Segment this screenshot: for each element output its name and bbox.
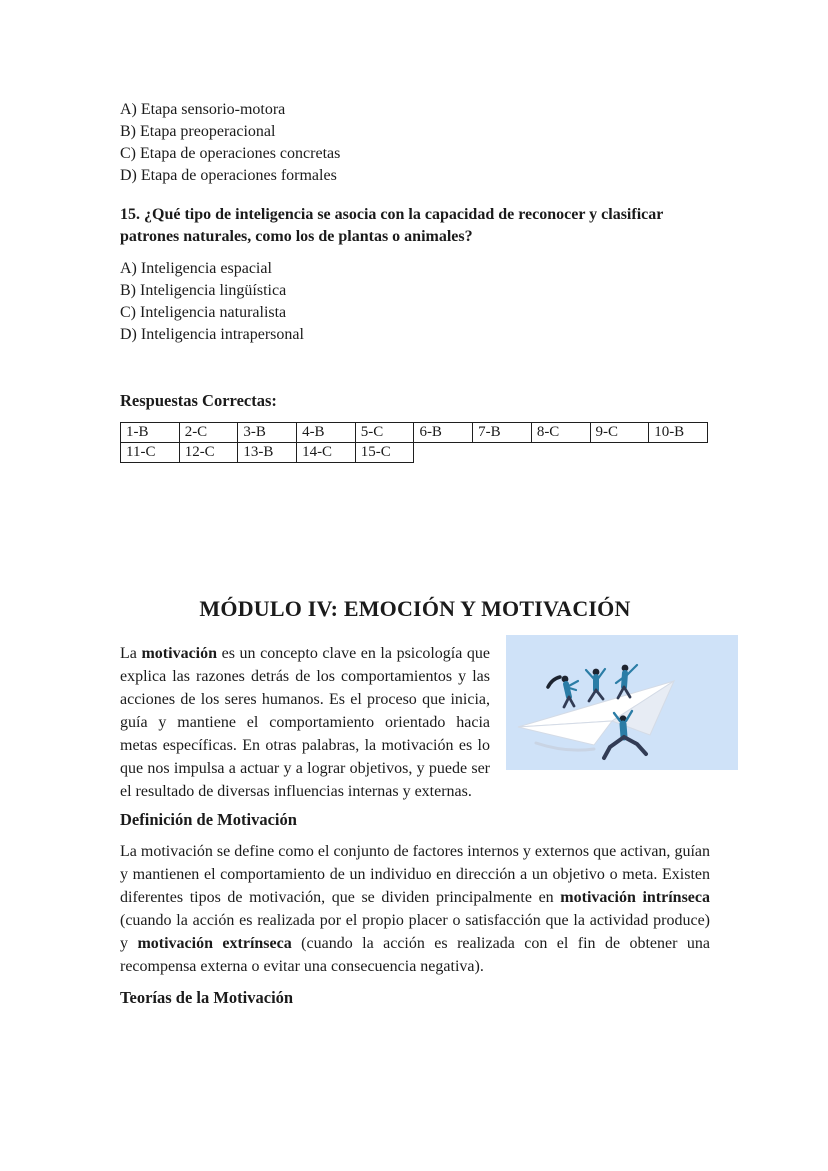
paper-airplane-illustration <box>506 635 738 770</box>
answer-cell: 7-B <box>473 423 532 443</box>
option-b: B) Etapa preoperacional <box>120 123 276 140</box>
page-content <box>120 0 710 1008</box>
options-block-question-15 <box>120 258 710 346</box>
answer-cell: 11-C <box>121 443 180 463</box>
option-d: D) Etapa de operaciones formales <box>120 167 337 184</box>
answer-cell: 3-B <box>238 423 297 443</box>
answer-cell: 1-B <box>121 423 180 443</box>
option-a: A) Inteligencia espacial <box>120 260 272 277</box>
answer-cell: 12-C <box>179 443 238 463</box>
answer-cell: 5-C <box>355 423 414 443</box>
intro-paragraph: La motivación es un concepto clave en la psicología que explica las razones detrás de los comportamientos y las acciones de los seres humanos. Es el proceso que inicia, guía y mantiene el comportamiento orientado hacia metas específicas. En otras palabras, la motivación es lo que nos impulsa a actuar y a lograr objetivos, y puede ser el resultado de diversas influencias internas y externas. <box>120 645 491 800</box>
theories-heading: Teorías de la Motivación <box>120 988 294 1007</box>
module-title: MÓDULO IV: EMOCIÓN Y MOTIVACIÓN <box>199 596 631 621</box>
answer-cell: 8-C <box>531 423 590 443</box>
definition-paragraph: La motivación se define como el conjunto de factores internos y externos que activan, guían y mantienen el comportamiento de un individuo en dirección a un objetivo o meta. Existen diferentes tipos de motivación, que se dividen principalmente en motivación intrínseca (cuando la acción es realizada por el propio placer o satisfacción que la actividad produce) y motivación extrínseca (cuando la acción es realizada con el fin de obtener una recompensa externa o evitar una consecuencia negativa). <box>120 843 711 975</box>
answers-table-row-2 <box>121 443 708 463</box>
motivation-illustration <box>506 635 738 770</box>
answer-cell: 10-B <box>649 423 708 443</box>
answer-cell: 4-B <box>297 423 356 443</box>
option-b: B) Inteligencia lingüística <box>120 282 287 299</box>
option-d: D) Inteligencia intrapersonal <box>120 326 304 343</box>
option-a: A) Etapa sensorio-motora <box>120 101 286 118</box>
definition-heading: Definición de Motivación <box>120 810 297 829</box>
options-block-question-14 <box>120 99 710 187</box>
intro-section <box>120 642 710 803</box>
answer-cell: 2-C <box>179 423 238 443</box>
answer-cell: 13-B <box>238 443 297 463</box>
answers-heading: Respuestas Correctas: <box>120 391 277 410</box>
question-15-text: 15. ¿Qué tipo de inteligencia se asocia con la capacidad de reconocer y clasificar patrones naturales, como los de plantas o animales? <box>120 206 664 245</box>
answers-table-row-1 <box>121 423 708 443</box>
torso <box>624 673 625 687</box>
answer-cell: 6-B <box>414 423 473 443</box>
answers-table <box>120 422 708 463</box>
answer-cell: 15-C <box>355 443 414 463</box>
answer-cell: 9-C <box>590 423 649 443</box>
answer-cell: 14-C <box>297 443 356 463</box>
option-c: C) Etapa de operaciones concretas <box>120 145 341 162</box>
option-c: C) Inteligencia naturalista <box>120 304 287 321</box>
